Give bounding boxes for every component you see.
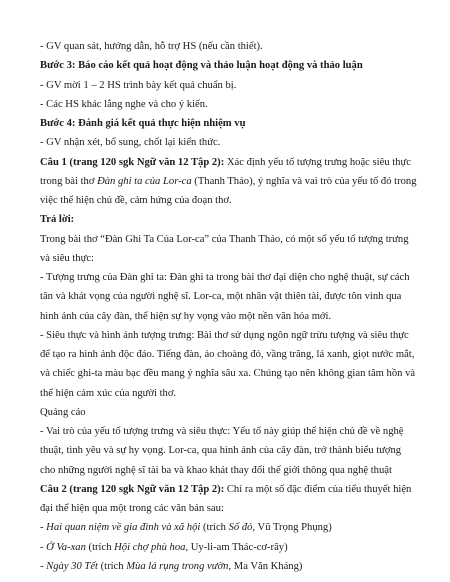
question-2-label: Câu 2 (trang 120 sgk Ngữ văn 12 Tập 2): xyxy=(40,483,225,495)
work-title: Mùa lá rụng trong vườn xyxy=(126,561,229,572)
excerpt-title: - Ở Va-xan xyxy=(40,541,86,553)
text-line: - Tượng trưng của Đàn ghi ta: Đàn ghi ta trong bài thơ đại diện cho nghệ thuật, sự cách xyxy=(40,272,410,284)
question-2 xyxy=(40,483,411,497)
question-2-text: Chỉ ra một số đặc điểm của tiểu thuyết hiện xyxy=(224,483,412,495)
answer-heading: Trả lời: xyxy=(40,214,75,226)
text-span: (trích xyxy=(85,541,115,553)
text-line: - Siêu thực và hình ảnh tượng trưng: Bài thơ sử dụng ngôn ngữ trừu tượng và siêu thực xyxy=(40,329,409,341)
text-span: , Ma Văn Kháng) xyxy=(228,561,303,572)
step-4-heading: Bước 4: Đánh giá kết quả thực hiện nhiệm vụ xyxy=(40,118,246,130)
text-line: thuật, tình yêu và sự hy vọng. Lor-ca, qua hình ảnh của cây đàn, trở thành biểu tượng xyxy=(40,445,402,457)
text-line: Trong bài thơ “Đàn Ghi Ta Của Lor-ca” của Thanh Thảo, có một số yếu tố tượng trưng xyxy=(40,233,409,245)
excerpt-title: - Ngày 30 Tết xyxy=(40,561,98,572)
text-span: (Thanh Thảo), ý nghĩa và vai trò của yếu tố đó trong xyxy=(191,175,417,187)
step-3-heading: Bước 3: Báo cáo kết quả hoạt động và thảo luận hoạt động và thảo luận xyxy=(40,60,363,72)
list-item xyxy=(40,560,302,574)
question-1-label: Câu 1 (trang 120 sgk Ngữ văn 12 Tập 2): xyxy=(40,156,225,168)
text-line: đại thể hiện qua một trong các văn bản sau: xyxy=(40,503,224,515)
text-line: - GV nhận xét, bổ sung, chốt lại kiến thức. xyxy=(40,137,221,149)
ad-label: Quảng cáo xyxy=(40,406,86,418)
list-item xyxy=(40,541,288,555)
text-line: - GV quan sát, hướng dẫn, hỗ trợ HS (nếu cần thiết). xyxy=(40,41,263,52)
text-line: hình ảnh của cây đàn, thể hiện sự hy vọng vào một nền văn hóa mới. xyxy=(40,310,332,322)
text-line: tân và khát vọng của người nghệ sĩ. Lor-ca, một nhân vật thiên tài, được tôn vinh qua xyxy=(40,291,402,303)
poem-title: Đàn ghi ta của Lor-ca xyxy=(97,175,192,187)
work-title: Hội chợ phù hoa xyxy=(114,541,186,553)
text-line: - GV mời 1 – 2 HS trình bày kết quả chuẩn bị. xyxy=(40,79,237,91)
text-line: - Các HS khác lắng nghe và cho ý kiến. xyxy=(40,98,208,110)
text-span: (trích xyxy=(97,561,127,572)
text-span: , Uy-li-am Thác-cơ-rây) xyxy=(185,541,288,553)
text-span: , Vũ Trọng Phụng) xyxy=(252,522,332,534)
question-1 xyxy=(40,156,411,170)
text-line: - Vai trò của yếu tố tượng trưng và siêu thực: Yếu tố này giúp thể hiện chủ đề về nghệ xyxy=(40,426,404,438)
text-line xyxy=(40,175,417,189)
question-1-text: Xác định yếu tố tượng trưng hoặc siêu thực xyxy=(224,156,411,168)
text-line: để tạo ra hình ảnh độc đáo. Tiếng đàn, áo choàng đỏ, vầng trăng, lá xanh, giọt nước mắt, xyxy=(40,349,415,361)
text-line: việc thể hiện chủ đề, cảm hứng của đoạn thơ. xyxy=(40,195,232,207)
text-line: cho những người nghệ sĩ tài ba và khao khát thay đổi thế giới thông qua nghệ thuật xyxy=(40,464,392,476)
text-span: trong bài thơ xyxy=(40,175,98,187)
excerpt-title: - Hai quan niệm về gia đình và xã hội xyxy=(40,522,201,534)
text-line: và chiếc ghi-ta màu bạc đều mang ý nghĩa sâu xa. Chúng tạo nên không gian tâm hồn và xyxy=(40,368,416,380)
work-title: Số đỏ xyxy=(228,522,253,534)
list-item xyxy=(40,521,332,535)
text-line: thể hiện cảm xúc của người thơ. xyxy=(40,387,177,399)
text-line: và siêu thực: xyxy=(40,252,94,264)
text-span: (trích xyxy=(200,522,229,534)
